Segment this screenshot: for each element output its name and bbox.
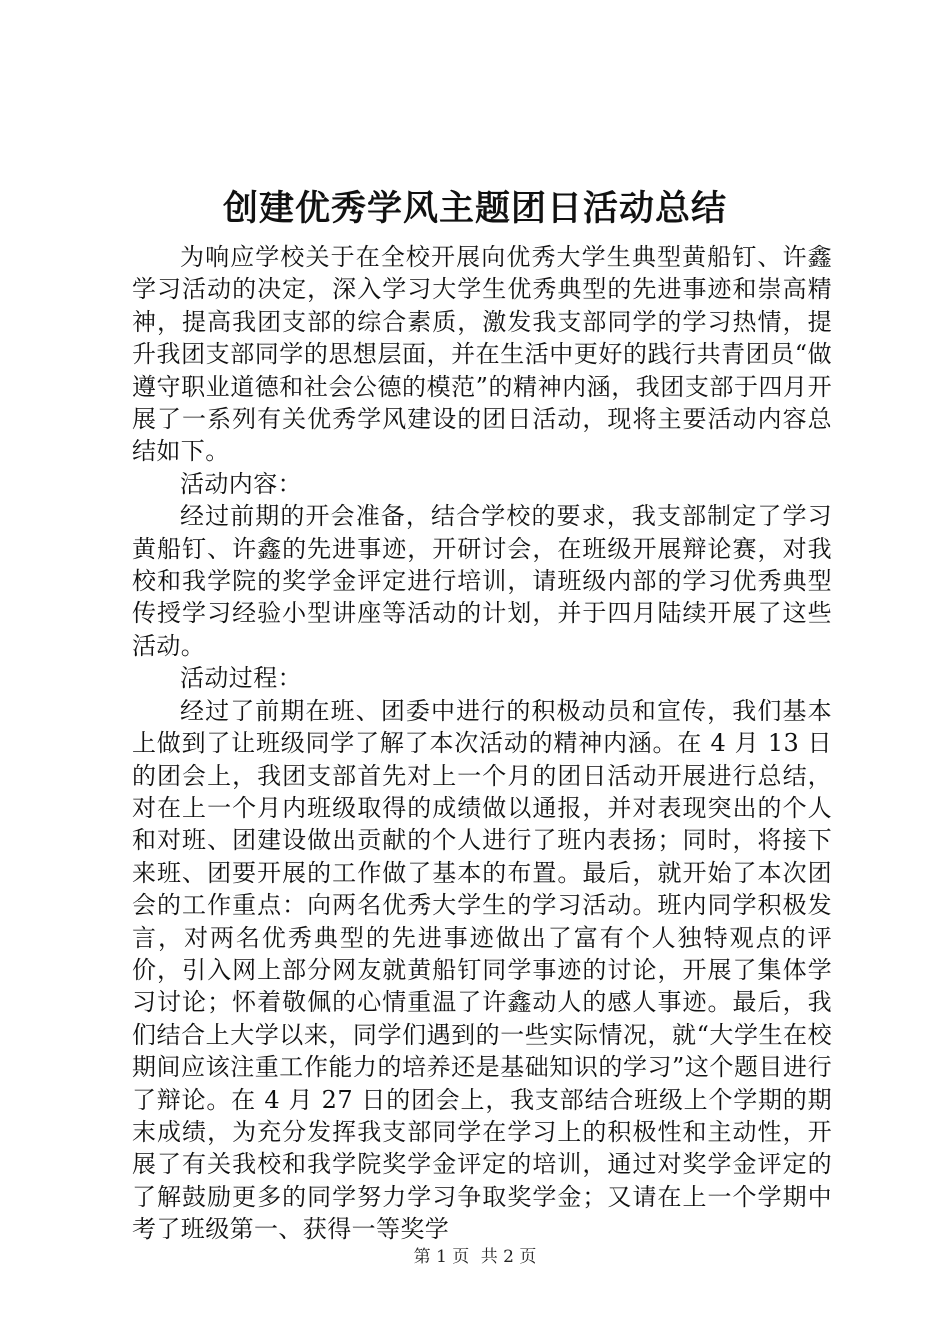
page-footer [0,1246,950,1268]
paragraph-activity-process: 经过了前期在班、团委中进行的积极动员和宣传，我们基本上做到了让班级同学了解了本次活动的精神内涵。在 4 月 13 日的团会上，我团支部首先对上一个月的团日活动开展进行总结，对在上一个月内班级取得的成绩做以通报，并对表现突出的个人和对班、团建设做出贡献的个人进行了班内表扬；同时，将接下来班、团要开展的工作做了基本的布置。最后，就开始了本次团会的工作重点：向两名优秀大学生的学习活动。班内同学积极发言，对两名优秀典型的先进事迹做出了富有个人独特观点的评价，引入网上部分网友就黄船钉同学事迹的讨论，开展了集体学习讨论；怀着敬佩的心情重温了许鑫动人的感人事迹。最后，我们结合上大学以来，同学们遇到的一些实际情况，就“大学生在校期间应该注重工作能力的培养还是基础知识的学习”这个题目进行了辩论。在 4 月 27 日的团会上，我支部结合班级上个学期的期末成绩，为充分发挥我支部同学在学习上的积极性和主动性，开展了有关我校和我学院奖学金评定的培训，通过对奖学金评定的了解鼓励更多的同学努力学习争取奖学金；又请在上一个学期中考了班级第一、获得一等奖学 [132,696,832,1244]
paragraph-activity-content: 经过前期的开会准备，结合学校的要求，我支部制定了学习黄船钉、许鑫的先进事迹，开研讨会，在班级开展辩论赛，对我校和我学院的奖学金评定进行培训，请班级内部的学习优秀典型传授学习经验小型讲座等活动的计划，并于四月陆续开展了这些活动。 [132,502,832,660]
document-body [132,241,832,1246]
page-number-current: 第 1 页 [413,1247,470,1267]
heading-activity-process: 活动过程： [180,664,302,693]
paragraph-intro: 为响应学校关于在全校开展向优秀大学生典型黄船钉、许鑫学习活动的决定，深入学习大学生优秀典型的先进事迹和崇高精神，提高我团支部的综合素质，激发我支部同学的学习热情，提升我团支部同学的思想层面，并在生活中更好的践行共青团员“做遵守职业道德和社会公德的模范”的精神内涵，我团支部于四月开展了一系列有关优秀学风建设的团日活动，现将主要活动内容总结如下。 [132,243,832,466]
document-title: 创建优秀学风主题团日活动总结 [222,188,727,229]
page-number-total: 共 2 页 [480,1247,537,1267]
heading-activity-content: 活动内容： [180,469,302,498]
